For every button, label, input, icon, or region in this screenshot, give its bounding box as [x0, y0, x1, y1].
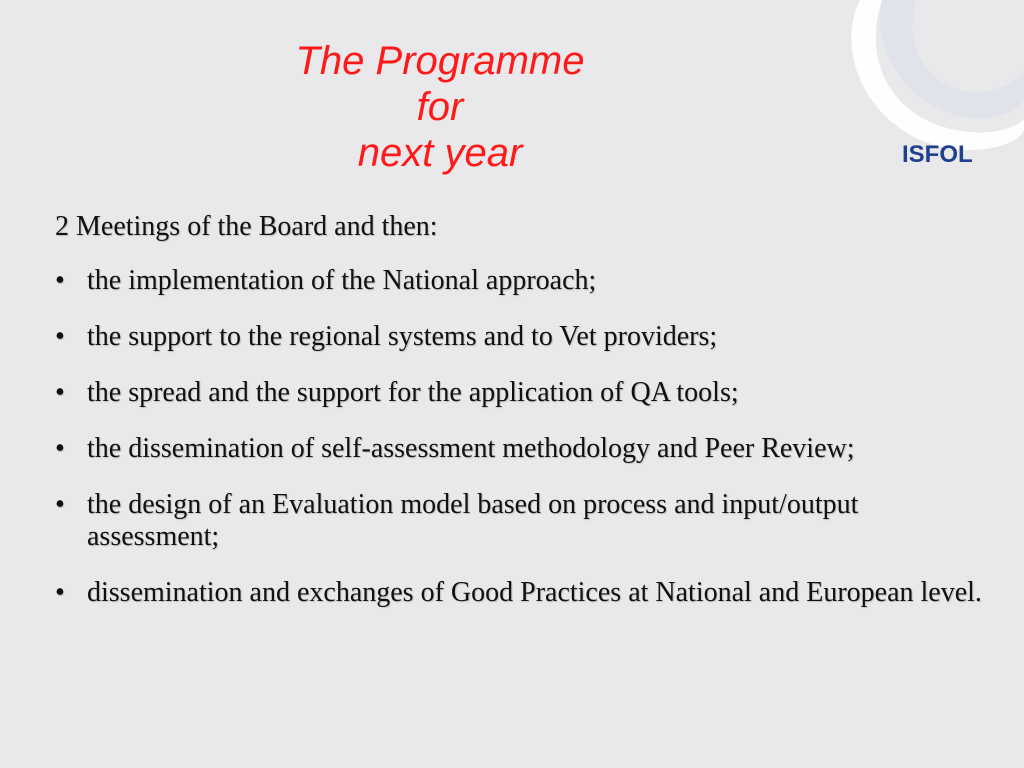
list-item-text: the support to the regional systems and to Vet providers; [87, 321, 718, 352]
list-item [55, 489, 985, 553]
bullet-icon: • [55, 321, 65, 352]
slide-title [240, 38, 640, 176]
bullet-icon: • [55, 377, 65, 408]
bullet-list [55, 265, 985, 609]
title-line-3: next year [357, 131, 523, 175]
bullet-icon: • [55, 433, 65, 464]
title-line-2: for [416, 85, 464, 129]
list-item [55, 577, 985, 609]
bullet-icon: • [55, 489, 65, 520]
isfol-logo-swoosh [820, 0, 1024, 200]
list-item-text: the implementation of the National approach; [87, 265, 597, 296]
list-item [55, 321, 985, 353]
bullet-icon: • [55, 265, 65, 296]
list-item [55, 433, 985, 465]
isfol-logo-text: ISFOL [902, 141, 973, 168]
bullet-icon: • [55, 577, 65, 608]
title-line-1: The Programme [295, 39, 585, 83]
list-item [55, 265, 985, 297]
list-item [55, 377, 985, 409]
list-item-text: the design of an Evaluation model based on process and input/output assessment; [87, 489, 859, 552]
slide-body [55, 211, 985, 633]
intro-text: 2 Meetings of the Board and then: [55, 211, 438, 242]
list-item-text: dissemination and exchanges of Good Practices at National and European level. [87, 577, 982, 608]
list-item-text: the dissemination of self-assessment methodology and Peer Review; [87, 433, 855, 464]
list-item-text: the spread and the support for the application of QA tools; [87, 377, 739, 408]
